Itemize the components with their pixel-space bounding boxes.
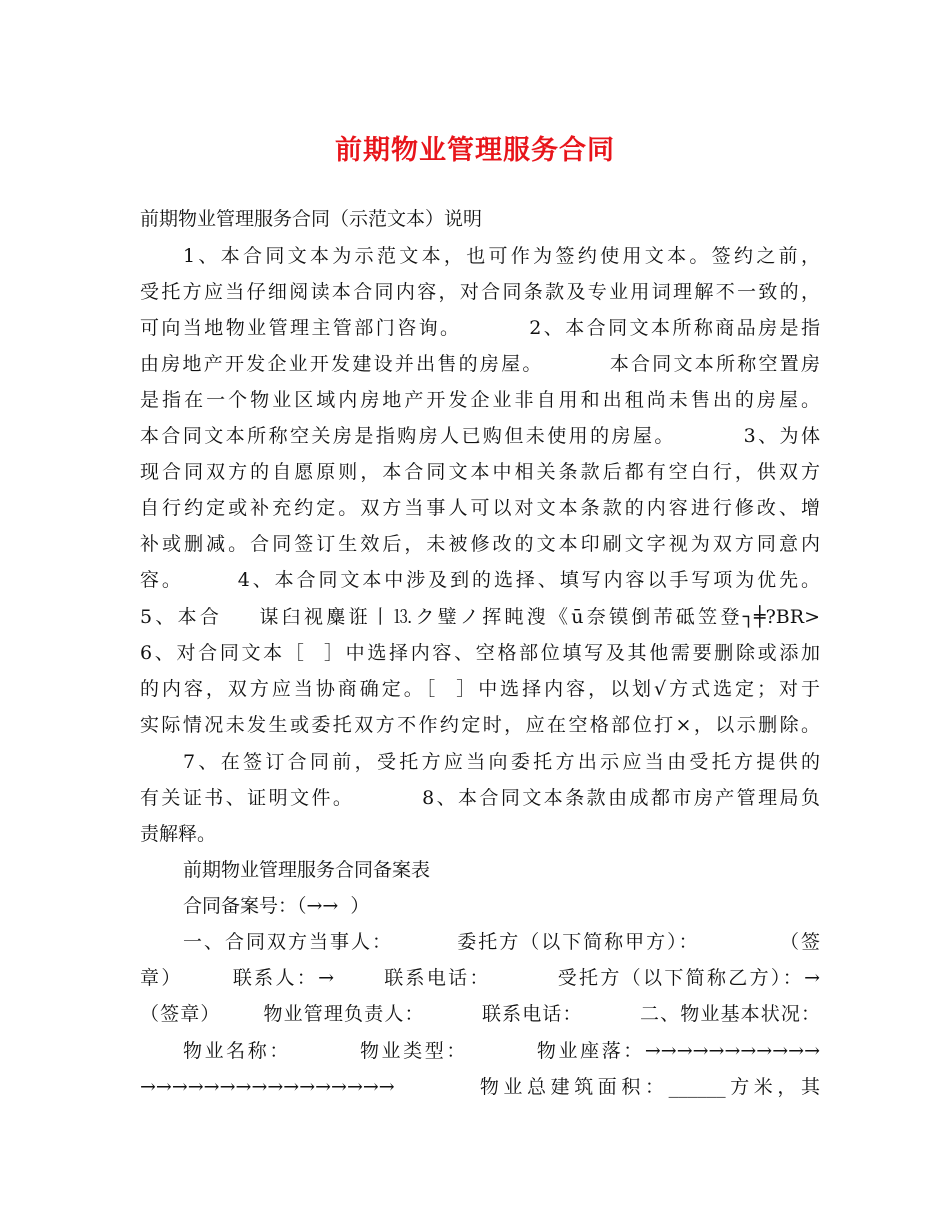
text-line: 受托方应当仔细阅读本合同内容，对合同条款及专业用词理解不一致的， bbox=[140, 281, 820, 303]
text-line: 可向当地物业管理主管部门咨询。 2、本合同文本所称商品房是指 bbox=[140, 317, 820, 339]
text-line: （签章） 物业管理负责人： 联系电话： 二、物业基本状况： bbox=[140, 1003, 820, 1025]
text-line: 本合同文本所称空关房是指购房人已购但未使用的房屋。 3、为体 bbox=[140, 425, 820, 447]
text-line: 前期物业管理服务合同备案表 bbox=[183, 859, 431, 881]
text-line: 容。 4、本合同文本中涉及到的选择、填写内容以手写项为优先。 bbox=[140, 569, 820, 591]
text-line: 合同备案号：（→→ ） bbox=[183, 895, 370, 917]
text-line: 1、本合同文本为示范文本，也可作为签约使用文本。签约之前， bbox=[183, 245, 820, 267]
text-line: 一、合同双方当事人： 委托方（以下简称甲方）： （签 bbox=[183, 931, 820, 953]
text-line: 7、在签订合同前，受托方应当向委托方出示应当由受托方提供的 bbox=[183, 751, 820, 773]
text-line: 物业名称： 物业类型： 物业座落：→→→→→→→→→→→ bbox=[183, 1040, 820, 1062]
text-line: 自行约定或补充约定。双方当事人可以对文本条款的内容进行修改、增 bbox=[140, 497, 820, 519]
text-line: 前期物业管理服务合同（示范文本）说明 bbox=[140, 208, 483, 230]
text-line: 6、对合同文本［ ］中选择内容、空格部位填写及其他需要删除或添加 bbox=[140, 642, 820, 664]
text-line: 现合同双方的自愿原则，本合同文本中相关条款后都有空白行，供双方 bbox=[140, 461, 820, 483]
text-line: 5、本合 谋臼视麋诳丨⒔ク璧ノ挥盹溲《ū奈镆倒芾砥笠登┐╪?BR> bbox=[140, 606, 820, 628]
text-line: →→→→→→→→→→→→→→→→ 物业总建筑面积：______方米，其 bbox=[140, 1076, 820, 1098]
text-line: 由房地产开发企业开发建设并出售的房屋。 本合同文本所称空置房 bbox=[140, 353, 820, 375]
text-line: 章） 联系人：→ 联系电话： 受托方（以下简称乙方）：→ bbox=[140, 967, 820, 989]
text-line: 是指在一个物业区域内房地产开发企业非自用和出租尚未售出的房屋。 bbox=[140, 389, 820, 411]
document-title: 前期物业管理服务合同 bbox=[335, 135, 615, 166]
text-line: 实际情况未发生或委托双方不作约定时，应在空格部位打×，以示删除。 bbox=[140, 714, 820, 736]
text-line: 的内容，双方应当协商确定。［ ］中选择内容，以划√方式选定；对于 bbox=[140, 678, 820, 700]
text-line: 责解释。 bbox=[140, 823, 217, 845]
text-line: 补或删减。合同签订生效后，未被修改的文本印刷文字视为双方同意内 bbox=[140, 533, 820, 555]
text-line: 有关证书、证明文件。 8、本合同文本条款由成都市房产管理局负 bbox=[140, 787, 820, 809]
